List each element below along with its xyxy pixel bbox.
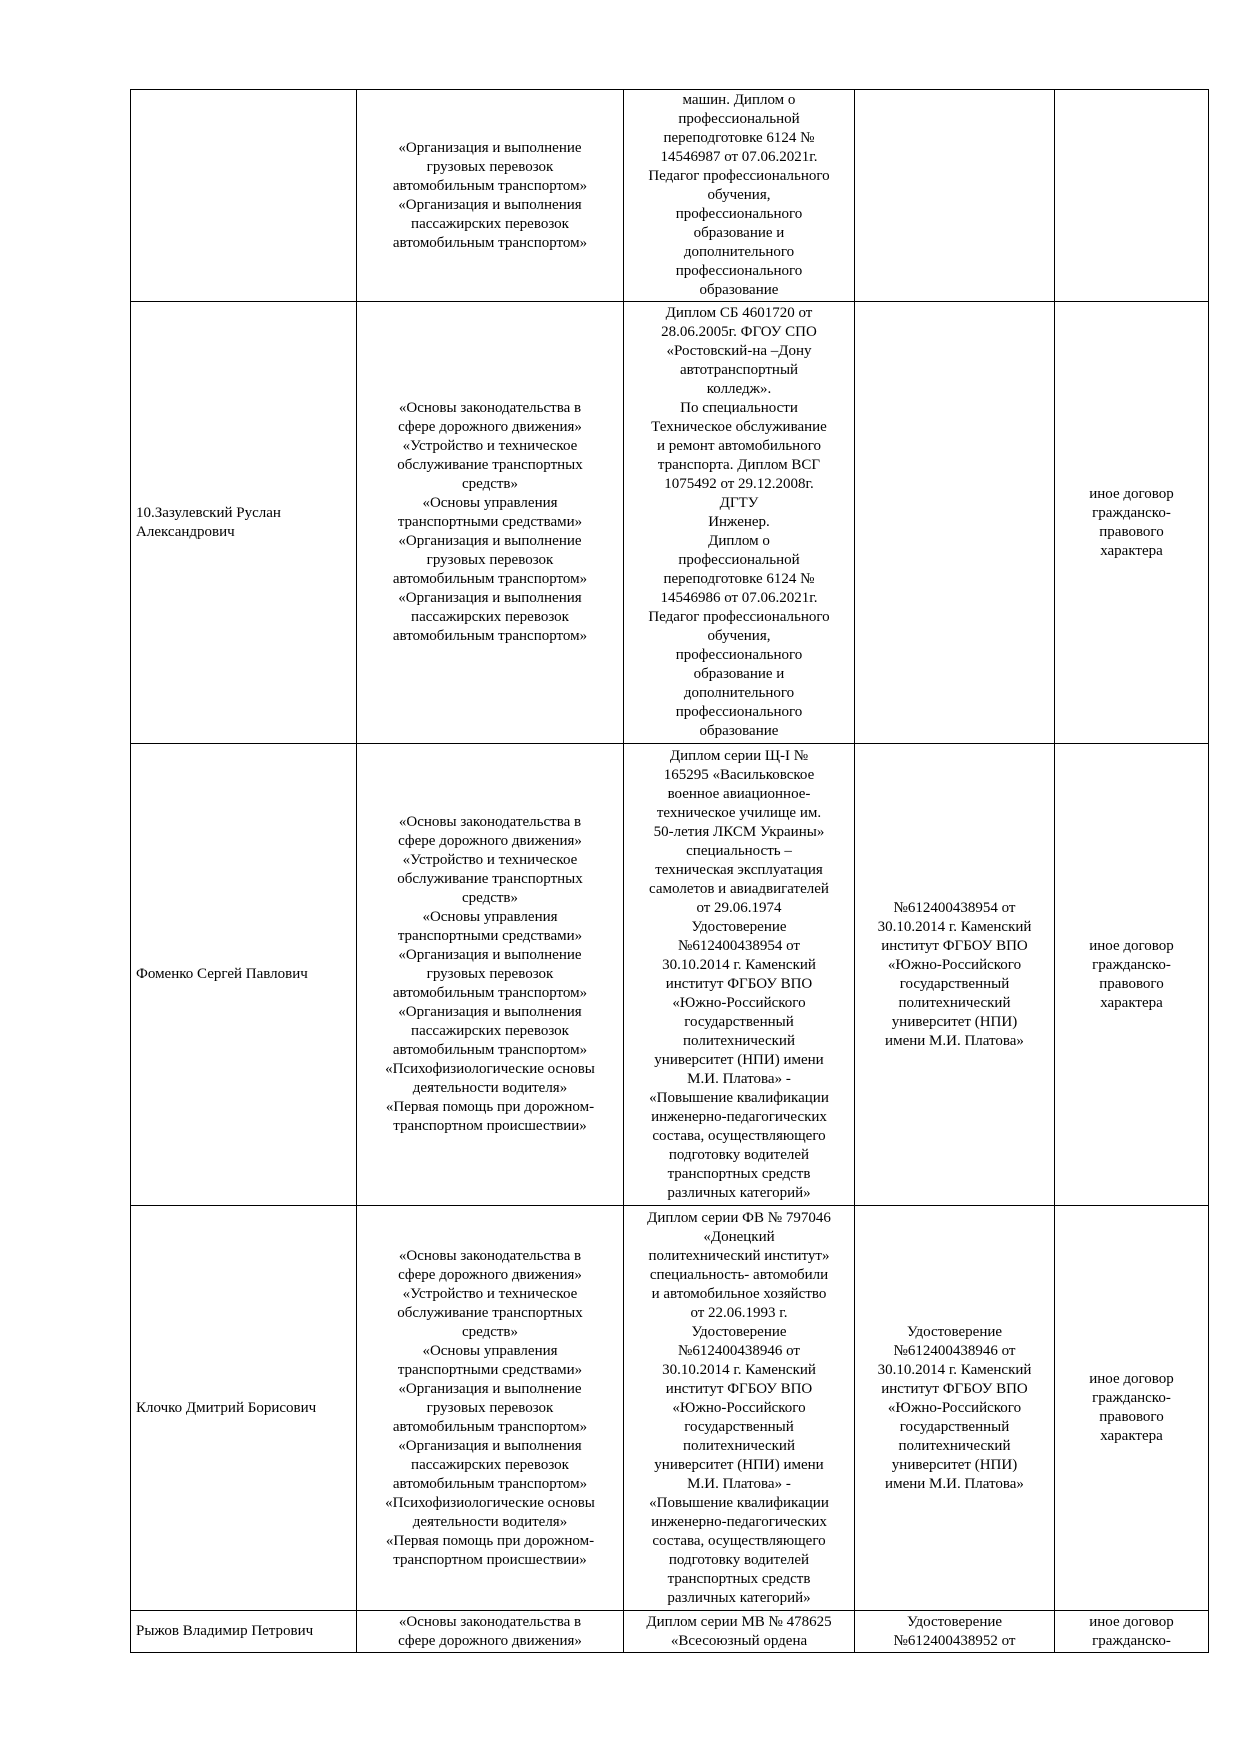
qualification-cell: №612400438954 от 30.10.2014 г. Каменский институт ФГБОУ ВПО «Южно-Российского государственный политехнический университет (НПИ) имени М.И. Платова»	[855, 744, 1055, 1206]
qualification-cell	[855, 90, 1055, 302]
education-cell: Диплом СБ 4601720 от 28.06.2005г. ФГОУ СПО «Ростовский-на –Дону автотранспортный колледж». По специальности Техническое обслуживание и ремонт автомобильного транспорта. Диплом ВСГ 1075492 от 29.12.2008г. ДГТУ Инженер. Диплом о профессиональной переподготовке 6124 № 14546986 от 07.06.2021г. Педагог профессионального обучения, профессионального образование и дополнительного профессионального образование	[624, 302, 855, 744]
education-cell: Диплом серии Щ-I № 165295 «Васильковское военное авиационное- техническое училище им. 50-летия ЛКСМ Украины» специальность – техническая эксплуатация самолетов и авиадвигателей от 29.06.1974 Удостоверение №612400438954 от 30.10.2014 г. Каменский институт ФГБОУ ВПО «Южно-Российского государственный политехнический университет (НПИ) имени М.И. Платова» - «Повышение квалификации инженерно-педагогических состава, осуществляющего подготовку водителей транспортных средств различных категорий»	[624, 744, 855, 1206]
table-row	[131, 90, 1209, 302]
teacher-name-cell	[131, 90, 357, 302]
education-cell: Диплом серии ФВ № 797046 «Донецкий политехнический институт» специальность- автомобили и автомобильное хозяйство от 22.06.1993 г. Удостоверение №612400438946 от 30.10.2014 г. Каменский институт ФГБОУ ВПО «Южно-Российского государственный политехнический университет (НПИ) имени М.И. Платова» - «Повышение квалификации инженерно-педагогических состава, осуществляющего подготовку водителей транспортных средств различных категорий»	[624, 1206, 855, 1611]
disciplines-cell: «Основы законодательства в сфере дорожного движения» «Устройство и техническое обслуживание транспортных средств» «Основы управления транспортными средствами» «Организация и выполнение грузовых перевозок автомобильным транспортом» «Организация и выполнения пассажирских перевозок автомобильным транспортом» «Психофизиологические основы деятельности водителя» «Первая помощь при дорожном- транспортном происшествии»	[357, 1206, 624, 1611]
table-row	[131, 302, 1209, 744]
teacher-name-cell: 10.Зазулевский Руслан Александрович	[131, 302, 357, 744]
disciplines-cell: «Основы законодательства в сфере дорожного движения» «Устройство и техническое обслуживание транспортных средств» «Основы управления транспортными средствами» «Организация и выполнение грузовых перевозок автомобильным транспортом» «Организация и выполнения пассажирских перевозок автомобильным транспортом» «Психофизиологические основы деятельности водителя» «Первая помощь при дорожном- транспортном происшествии»	[357, 744, 624, 1206]
qualification-cell	[855, 302, 1055, 744]
employment-type-cell: иное договор гражданско- правового характера	[1055, 1206, 1209, 1611]
employment-type-cell	[1055, 90, 1209, 302]
staff-table	[130, 89, 1209, 1653]
education-cell: машин. Диплом о профессиональной переподготовке 6124 № 14546987 от 07.06.2021г. Педагог профессионального обучения, профессионального образование и дополнительного профессионального образование	[624, 90, 855, 302]
education-cell: Диплом серии МВ № 478625 «Всесоюзный ордена	[624, 1611, 855, 1653]
disciplines-cell: «Основы законодательства в сфере дорожного движения»	[357, 1611, 624, 1653]
teacher-name-cell: Клочко Дмитрий Борисович	[131, 1206, 357, 1611]
qualification-cell: Удостоверение №612400438952 от	[855, 1611, 1055, 1653]
table-row	[131, 1611, 1209, 1653]
employment-type-cell: иное договор гражданско- правового характера	[1055, 302, 1209, 744]
employment-type-cell: иное договор гражданско-	[1055, 1611, 1209, 1653]
table-row	[131, 744, 1209, 1206]
teacher-name-cell: Рыжов Владимир Петрович	[131, 1611, 357, 1653]
disciplines-cell: «Организация и выполнение грузовых перевозок автомобильным транспортом» «Организация и выполнения пассажирских перевозок автомобильным транспортом»	[357, 90, 624, 302]
disciplines-cell: «Основы законодательства в сфере дорожного движения» «Устройство и техническое обслуживание транспортных средств» «Основы управления транспортными средствами» «Организация и выполнение грузовых перевозок автомобильным транспортом» «Организация и выполнения пассажирских перевозок автомобильным транспортом»	[357, 302, 624, 744]
qualification-cell: Удостоверение №612400438946 от 30.10.2014 г. Каменский институт ФГБОУ ВПО «Южно-Российского государственный политехнический университет (НПИ) имени М.И. Платова»	[855, 1206, 1055, 1611]
teacher-name-cell: Фоменко Сергей Павлович	[131, 744, 357, 1206]
table-row	[131, 1206, 1209, 1611]
employment-type-cell: иное договор гражданско- правового характера	[1055, 744, 1209, 1206]
